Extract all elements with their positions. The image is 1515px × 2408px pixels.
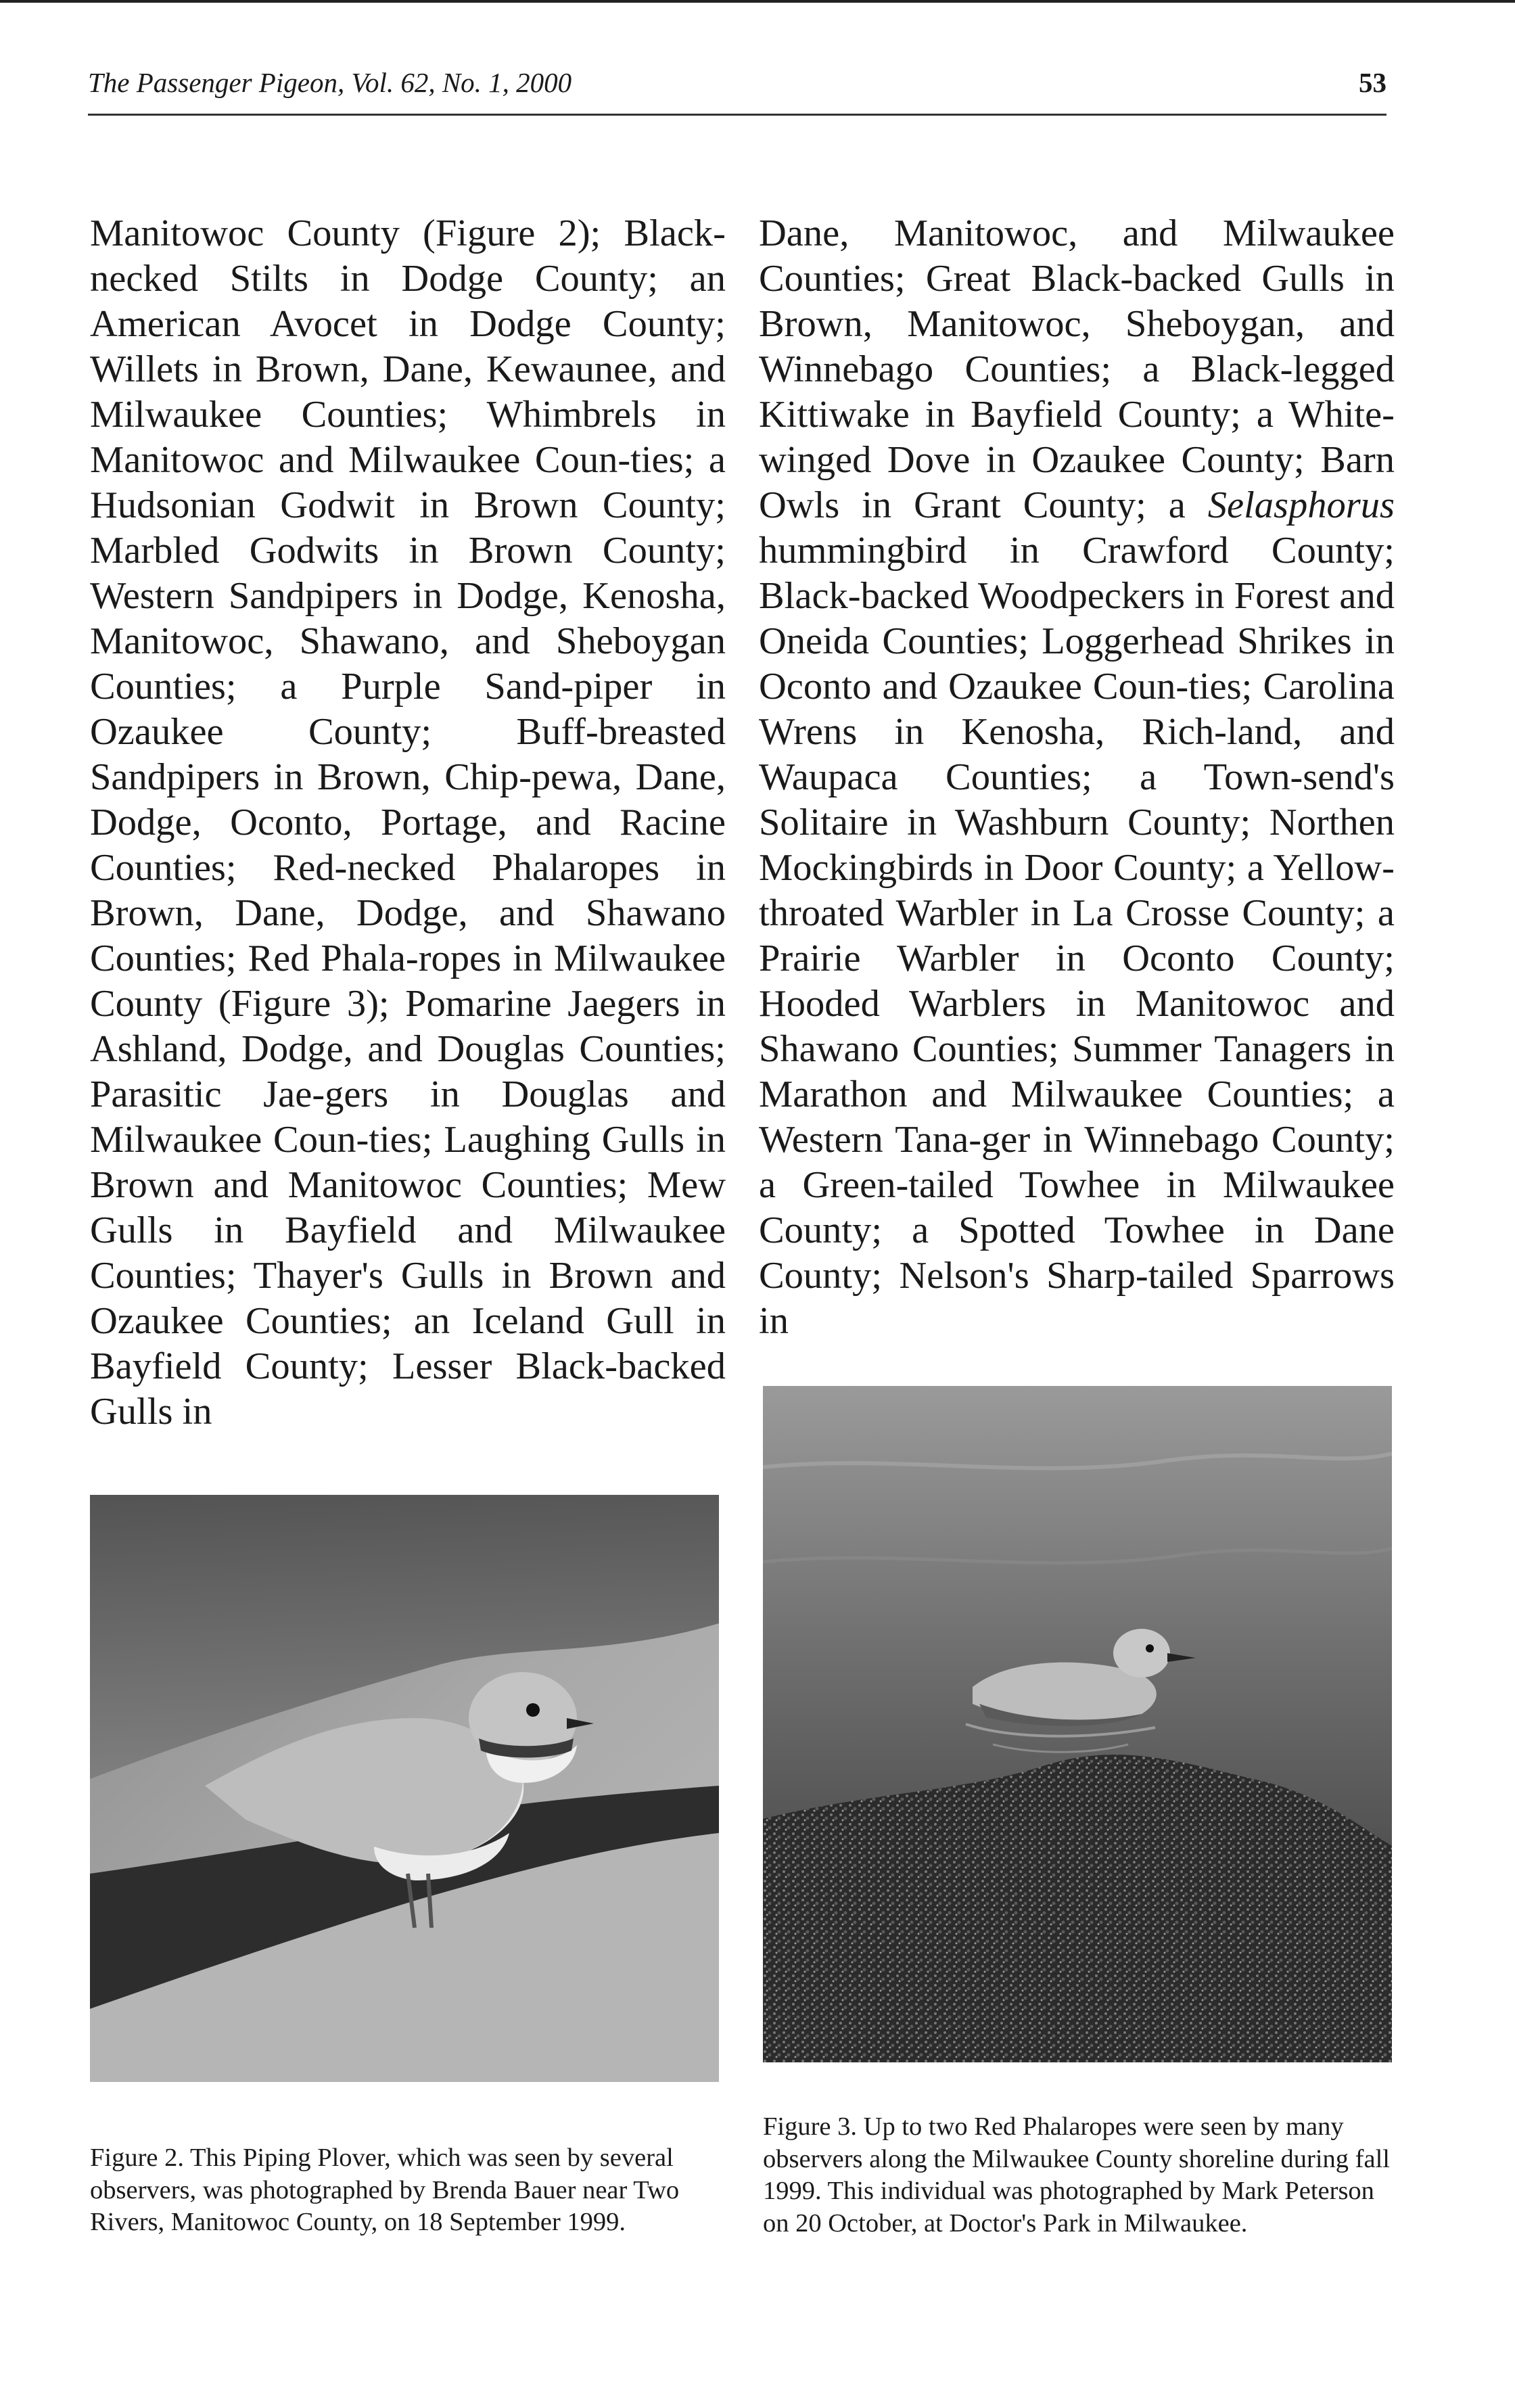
figure-2-caption: Figure 2. This Piping Plover, which was seen by several observers, was photographed by Brenda Bauer near Two Rivers, Manitowoc County, on 18 September 1999.	[90, 2144, 680, 2236]
right-column-text-part2: hummingbird in Crawford County; Black-backed Woodpeckers in Forest and Oneida Counties; Loggerhead Shrikes in Oconto and Ozaukee Coun-ties; Carolina Wrens in Kenosha, Rich-land, and Waupaca Counties; a Town-send's Solitaire in Washburn County; Northen Mockingbirds in Door County; a Yellow-throated Warbler in La Crosse County; a Prairie Warbler in Oconto County; Hooded Warblers in Manitowoc and Shawano Counties; Summer Tanagers in Marathon and Milwaukee Counties; a Western Tana-ger in Winnebago County; a Green-tailed Towhee in Milwaukee County; a Spotted Towhee in Dane County; Nelson's Sharp-tailed Sparrows in	[759, 530, 1395, 1342]
page-number: 53	[1359, 67, 1386, 98]
left-column-paragraph: Manitowoc County (Figure 2); Black-necked Stilts in Dodge County; an American Avocet in Dodge County; Willets in Brown, Dane, Kewaunee, and Milwaukee Counties; Whimbrels in Manitowoc and Milwaukee Coun-ties; a Hudsonian Godwit in Brown County; Marbled Godwits in Brown County; Western Sandpipers in Dodge, Kenosha, Manitowoc, Shawano, and Sheboygan Counties; a Purple Sand-piper in Ozaukee County; Buff-breasted Sandpipers in Brown, Chip-pewa, Dane, Dodge, Oconto, Portage, and Racine Counties; Red-necked Phalaropes in Brown, Dane, Dodge, and Shawano Counties; Red Phala-ropes in Milwaukee County (Figure 3); Pomarine Jaegers in Ashland, Dodge, and Douglas Counties; Parasitic Jae-gers in Douglas and Milwaukee Coun-ties; Laughing Gulls in Brown and Manitowoc Counties; Mew Gulls in Bayfield and Milwaukee Counties; Thayer's Gulls in Brown and Ozaukee Counties; an Iceland Gull in Bayfield County; Lesser Black-backed Gulls in	[90, 212, 726, 1433]
figure-3-caption: Figure 3. Up to two Red Phalaropes were seen by many observers along the Milwaukee County shoreline during fall 1999. This individual was photographed by Mark Peterson on 20 October, at Doctor's Park in Milwaukee.	[763, 2112, 1390, 2238]
running-header	[88, 66, 1386, 116]
genus-name-italic: Selasphorus	[1207, 484, 1395, 526]
right-text-column	[759, 211, 1395, 1344]
top-rule	[0, 0, 1515, 3]
figure-3-red-phalarope-photo	[763, 1386, 1392, 2062]
right-column-paragraph	[759, 211, 1395, 1344]
piping-plover-photo-image	[90, 1495, 719, 2082]
figure-2-piping-plover-photo	[90, 1495, 719, 2082]
left-text-column	[90, 211, 726, 1435]
right-column-text-part1: Dane, Manitowoc, and Milwaukee Counties; Great Black-backed Gulls in Brown, Manitowoc, Sheboygan, and Winnebago Counties; a Black-legged Kittiwake in Bayfield County; a White-winged Dove in Ozaukee County; Barn Owls in Grant County; a	[759, 212, 1395, 526]
red-phalarope-photo-image	[763, 1386, 1392, 2062]
journal-citation: The Passenger Pigeon, Vol. 62, No. 1, 2000	[88, 67, 572, 98]
